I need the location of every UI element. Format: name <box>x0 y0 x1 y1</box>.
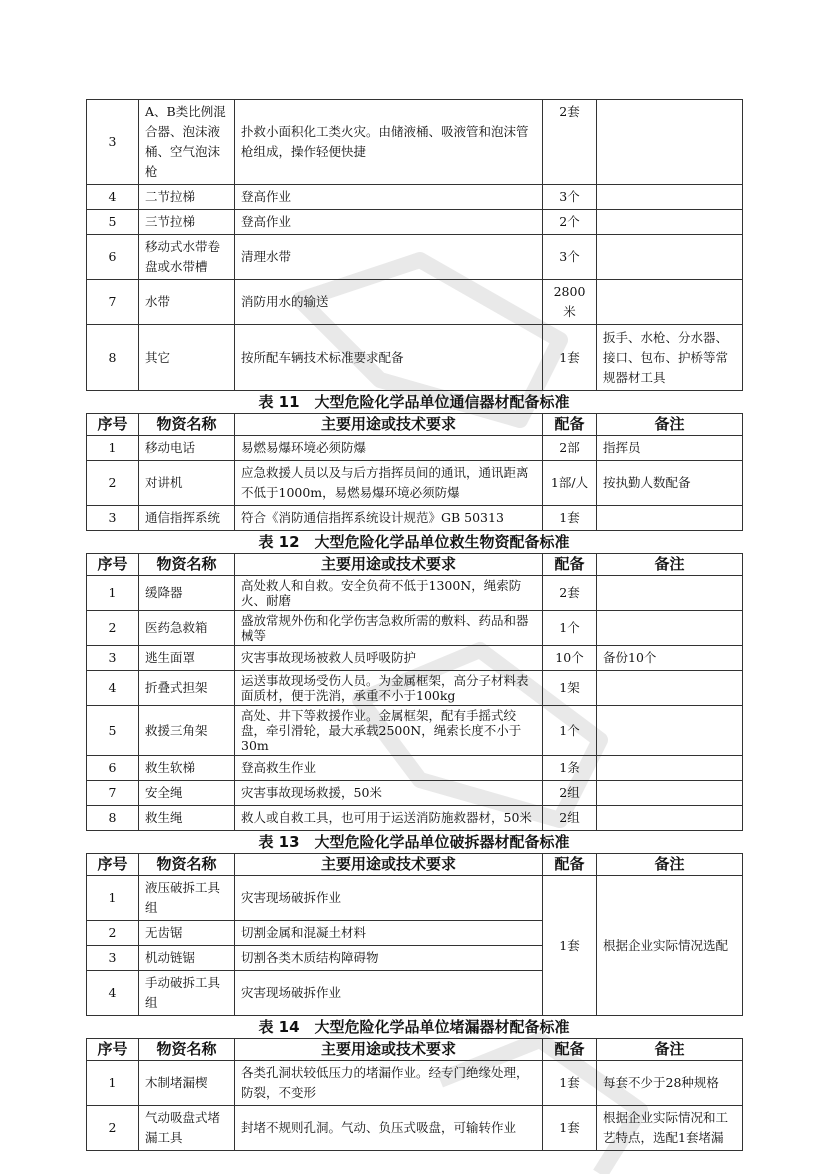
item-use: 灾害现场破拆作业 <box>235 876 543 921</box>
row-number: 3 <box>87 646 139 671</box>
item-note: 每套不少于28种规格 <box>597 1061 743 1106</box>
header-name: 物资名称 <box>139 1039 235 1061</box>
table11-caption: 表 11 大型危险化学品单位通信器材配备标准 <box>258 393 570 411</box>
item-name: 折叠式担架 <box>139 671 235 706</box>
table-row <box>87 506 743 531</box>
item-name: 三节拉梯 <box>139 210 235 235</box>
table-row <box>87 781 743 806</box>
item-use: 按所配车辆技术标准要求配备 <box>235 325 543 391</box>
table-header-row <box>87 414 743 436</box>
item-name: 救生软梯 <box>139 756 235 781</box>
header-name: 物资名称 <box>139 414 235 436</box>
item-name: 通信指挥系统 <box>139 506 235 531</box>
row-number: 2 <box>87 1106 139 1151</box>
item-name: 医药急救箱 <box>139 611 235 646</box>
item-note: 按执勤人数配备 <box>597 461 743 506</box>
item-use: 应急救援人员以及与后方指挥员间的通讯，通讯距离不低于1000m，易燃易爆环境必须防爆 <box>235 461 543 506</box>
item-name: 木制堵漏楔 <box>139 1061 235 1106</box>
item-qty: 2部 <box>543 436 597 461</box>
item-name: 对讲机 <box>139 461 235 506</box>
header-use: 主要用途或技术要求 <box>235 854 543 876</box>
table14 <box>86 1038 743 1151</box>
row-number: 3 <box>87 506 139 531</box>
item-name: 移动式水带卷盘或水带槽 <box>139 235 235 280</box>
header-use: 主要用途或技术要求 <box>235 554 543 576</box>
item-note <box>597 210 743 235</box>
table-row <box>87 876 743 921</box>
item-note <box>597 506 743 531</box>
item-use: 运送事故现场受伤人员。为金属框架，高分子材料表面质材，便于洗消，承重不小于100kg <box>235 671 543 706</box>
row-number: 3 <box>87 100 139 185</box>
table10-continued <box>86 99 743 391</box>
item-qty: 2个 <box>543 210 597 235</box>
table-row <box>87 1061 743 1106</box>
shared-qty: 1套 <box>543 876 597 1016</box>
row-number: 7 <box>87 280 139 325</box>
item-name: 液压破拆工具组 <box>139 876 235 921</box>
item-qty: 1个 <box>543 611 597 646</box>
item-name: 救援三角架 <box>139 706 235 756</box>
item-qty: 1套 <box>543 1061 597 1106</box>
item-qty: 3个 <box>543 185 597 210</box>
item-use: 消防用水的输送 <box>235 280 543 325</box>
table-row <box>87 671 743 706</box>
item-use: 高处、井下等救援作业。金属框架，配有手摇式绞盘，牵引滑轮，最大承载2500N，绳索长度不小于30m <box>235 706 543 756</box>
header-qty: 配备 <box>543 1039 597 1061</box>
header-no: 序号 <box>87 414 139 436</box>
item-use: 登高作业 <box>235 185 543 210</box>
header-qty: 配备 <box>543 854 597 876</box>
table-row <box>87 436 743 461</box>
item-name: 缓降器 <box>139 576 235 611</box>
header-name: 物资名称 <box>139 554 235 576</box>
header-qty: 配备 <box>543 554 597 576</box>
item-name: 救生绳 <box>139 806 235 831</box>
item-qty: 2套 <box>543 576 597 611</box>
item-use: 灾害现场破拆作业 <box>235 971 543 1016</box>
item-use: 清理水带 <box>235 235 543 280</box>
item-qty: 1部/人 <box>543 461 597 506</box>
table-row <box>87 461 743 506</box>
item-qty: 2800米 <box>543 280 597 325</box>
item-qty: 1套 <box>543 1106 597 1151</box>
item-qty: 1条 <box>543 756 597 781</box>
item-note <box>597 100 743 185</box>
item-note <box>597 706 743 756</box>
table-header-row <box>87 854 743 876</box>
item-note <box>597 185 743 210</box>
row-number: 1 <box>87 576 139 611</box>
row-number: 5 <box>87 210 139 235</box>
item-use: 易燃易爆环境必须防爆 <box>235 436 543 461</box>
item-note <box>597 611 743 646</box>
item-qty: 2组 <box>543 781 597 806</box>
shared-note: 根据企业实际情况选配 <box>597 876 743 1016</box>
table-row <box>87 210 743 235</box>
item-name: 气动吸盘式堵漏工具 <box>139 1106 235 1151</box>
table-row <box>87 806 743 831</box>
item-use: 封堵不规则孔洞。气动、负压式吸盘，可输转作业 <box>235 1106 543 1151</box>
row-number: 6 <box>87 756 139 781</box>
header-use: 主要用途或技术要求 <box>235 1039 543 1061</box>
table13 <box>86 853 743 1016</box>
table14-caption: 表 14 大型危险化学品单位堵漏器材配备标准 <box>258 1018 570 1036</box>
item-note <box>597 235 743 280</box>
item-name: 无齿锯 <box>139 921 235 946</box>
item-name: 手动破拆工具组 <box>139 971 235 1016</box>
item-note: 备份10个 <box>597 646 743 671</box>
table-row <box>87 235 743 280</box>
header-name: 物资名称 <box>139 854 235 876</box>
row-number: 5 <box>87 706 139 756</box>
row-number: 1 <box>87 1061 139 1106</box>
table-row <box>87 756 743 781</box>
item-name: 二节拉梯 <box>139 185 235 210</box>
row-number: 8 <box>87 325 139 391</box>
item-name: 逃生面罩 <box>139 646 235 671</box>
table-row <box>87 325 743 391</box>
row-number: 2 <box>87 611 139 646</box>
table-row <box>87 646 743 671</box>
table-row <box>87 280 743 325</box>
row-number: 3 <box>87 946 139 971</box>
item-name: A、B类比例混合器、泡沫液桶、空气泡沫枪 <box>139 100 235 185</box>
row-number: 2 <box>87 921 139 946</box>
header-no: 序号 <box>87 854 139 876</box>
row-number: 6 <box>87 235 139 280</box>
item-qty: 1套 <box>543 325 597 391</box>
item-use: 符合《消防通信指挥系统设计规范》GB 50313 <box>235 506 543 531</box>
item-name: 安全绳 <box>139 781 235 806</box>
header-note: 备注 <box>597 1039 743 1061</box>
item-use: 各类孔洞状较低压力的堵漏作业。经专门绝缘处理，防裂，不变形 <box>235 1061 543 1106</box>
row-number: 4 <box>87 671 139 706</box>
header-note: 备注 <box>597 554 743 576</box>
table-header-row <box>87 554 743 576</box>
item-note <box>597 806 743 831</box>
item-note: 扳手、水枪、分水器、接口、包布、护桥等常规器材工具 <box>597 325 743 391</box>
table13-caption: 表 13 大型危险化学品单位破拆器材配备标准 <box>258 833 570 851</box>
table12-caption: 表 12 大型危险化学品单位救生物资配备标准 <box>258 533 570 551</box>
item-note <box>597 781 743 806</box>
row-number: 8 <box>87 806 139 831</box>
table-row <box>87 185 743 210</box>
table-row <box>87 1106 743 1151</box>
item-qty: 1个 <box>543 706 597 756</box>
item-use: 扑救小面积化工类火灾。由储液桶、吸液管和泡沫管枪组成，操作轻便快捷 <box>235 100 543 185</box>
table12 <box>86 553 743 831</box>
item-note <box>597 576 743 611</box>
item-use: 切割金属和混凝土材料 <box>235 921 543 946</box>
row-number: 1 <box>87 876 139 921</box>
item-use: 高处救人和自救。安全负荷不低于1300N，绳索防火、耐磨 <box>235 576 543 611</box>
table11 <box>86 413 743 531</box>
table-row <box>87 576 743 611</box>
header-note: 备注 <box>597 854 743 876</box>
item-note <box>597 280 743 325</box>
item-note: 根据企业实际情况和工艺特点，选配1套堵漏 <box>597 1106 743 1151</box>
item-name: 水带 <box>139 280 235 325</box>
item-name: 机动链锯 <box>139 946 235 971</box>
row-number: 4 <box>87 971 139 1016</box>
item-use: 灾害事故现场被救人员呼吸防护 <box>235 646 543 671</box>
item-qty: 1套 <box>543 506 597 531</box>
item-use: 切割各类木质结构障碍物 <box>235 946 543 971</box>
row-number: 1 <box>87 436 139 461</box>
item-note <box>597 671 743 706</box>
table-header-row <box>87 1039 743 1061</box>
table-row <box>87 706 743 756</box>
item-use: 登高作业 <box>235 210 543 235</box>
row-number: 7 <box>87 781 139 806</box>
table-row <box>87 611 743 646</box>
item-qty: 3个 <box>543 235 597 280</box>
document-page <box>86 99 742 1151</box>
table-row <box>87 100 743 185</box>
item-use: 盛放常规外伤和化学伤害急救所需的敷料、药品和器械等 <box>235 611 543 646</box>
header-use: 主要用途或技术要求 <box>235 414 543 436</box>
header-no: 序号 <box>87 554 139 576</box>
item-name: 移动电话 <box>139 436 235 461</box>
header-qty: 配备 <box>543 414 597 436</box>
item-use: 灾害事故现场救援，50米 <box>235 781 543 806</box>
header-note: 备注 <box>597 414 743 436</box>
item-qty: 2套 <box>543 100 597 185</box>
item-use: 登高救生作业 <box>235 756 543 781</box>
item-qty: 10个 <box>543 646 597 671</box>
item-qty: 1架 <box>543 671 597 706</box>
item-qty: 2组 <box>543 806 597 831</box>
header-no: 序号 <box>87 1039 139 1061</box>
row-number: 4 <box>87 185 139 210</box>
item-name: 其它 <box>139 325 235 391</box>
item-use: 救人或自救工具，也可用于运送消防施救器材，50米 <box>235 806 543 831</box>
item-note <box>597 756 743 781</box>
row-number: 2 <box>87 461 139 506</box>
item-note: 指挥员 <box>597 436 743 461</box>
